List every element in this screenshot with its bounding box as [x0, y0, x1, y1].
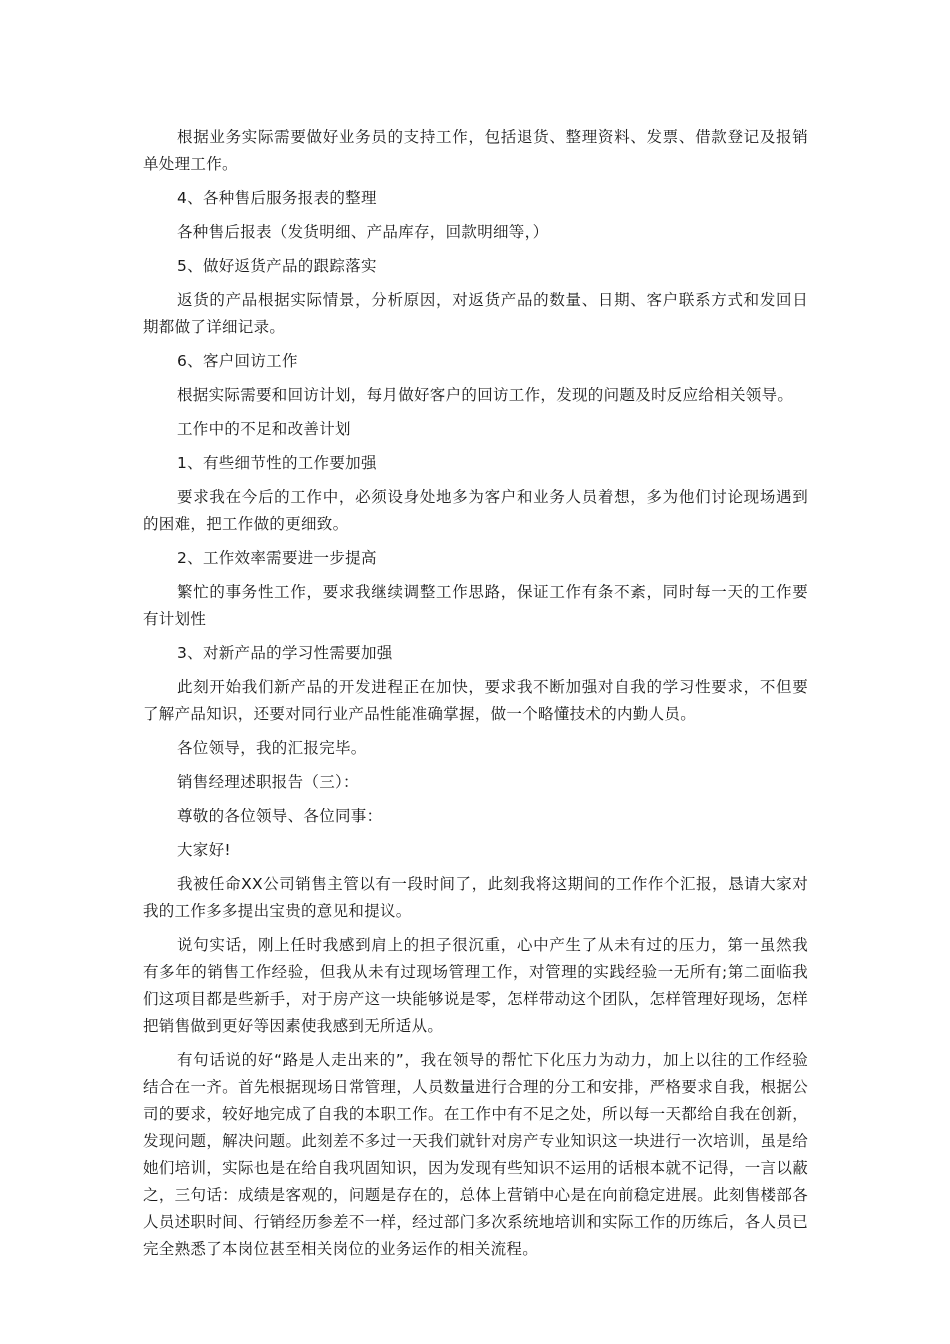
document-body [143, 124, 808, 1270]
paragraph: 说句实话，刚上任时我感到肩上的担子很沉重，心中产生了从未有过的压力，第一虽然我有多年的销售工作经验，但我从未有过现场管理工作，对管理的实践经验一无所有;第二面临我们这项目都是些新手，对于房产这一块能够说是零，怎样带动这个团队，怎样管理好现场，怎样把销售做到更好等因素使我感到无所适从。 [143, 936, 808, 1035]
section-heading: 2、工作效率需要进一步提高 [177, 549, 377, 567]
paragraph: 此刻开始我们新产品的开发进程正在加快，要求我不断加强对自我的学习性要求，不但要了解产品知识，还要对同行业产品性能准确掌握，做一个略懂技术的内勤人员。 [143, 678, 808, 723]
paragraph: 有句话说的好“路是人走出来的”，我在领导的帮忙下化压力为动力，加上以往的工作经验结合在一齐。首先根据现场日常管理，人员数量进行合理的分工和安排，严格要求自我，根据公司的要求，较好地完成了自我的本职工作。在工作中有不足之处，所以每一天都给自我在创新，发现问题，解决问题。此刻差不多过一天我们就针对房产专业知识这一块进行一次培训，虽是给她们培训，实际也是在给自我巩固知识，因为发现有些知识不运用的话根本就不记得，一言以蔽之，三句话：成绩是客观的，问题是存在的，总体上营销中心是在向前稳定进展。此刻售楼部各人员述职时间、行销经历参差不一样，经过部门多次系统地培训和实际工作的历练后，各人员已完全熟悉了本岗位甚至相关岗位的业务运作的相关流程。 [143, 1051, 808, 1258]
section-heading: 工作中的不足和改善计划 [177, 420, 351, 438]
paragraph: 根据实际需要和回访计划，每月做好客户的回访工作，发现的问题及时反应给相关领导。 [177, 386, 794, 404]
section-heading: 3、对新产品的学习性需要加强 [177, 644, 393, 662]
section-heading: 5、做好返货产品的跟踪落实 [177, 257, 377, 275]
paragraph: 各位领导，我的汇报完毕。 [177, 739, 367, 757]
section-heading: 4、各种售后服务报表的整理 [177, 189, 377, 207]
paragraph: 根据业务实际需要做好业务员的支持工作，包括退货、整理资料、发票、借款登记及报销单处理工作。 [143, 128, 808, 173]
section-heading: 6、客户回访工作 [177, 352, 298, 370]
report-title: 销售经理述职报告（三）： [177, 773, 359, 791]
paragraph: 要求我在今后的工作中，必须设身处地多为客户和业务人员着想，多为他们讨论现场遇到的困难，把工作做的更细致。 [143, 488, 808, 533]
greeting: 大家好! [177, 841, 231, 859]
paragraph: 繁忙的事务性工作，要求我继续调整工作思路，保证工作有条不紊，同时每一天的工作要有计划性 [143, 583, 808, 628]
section-heading: 1、有些细节性的工作要加强 [177, 454, 377, 472]
paragraph: 我被任命XX公司销售主管以有一段时间了，此刻我将这期间的工作作个汇报，恳请大家对我的工作多多提出宝贵的意见和提议。 [143, 875, 808, 920]
paragraph: 各种售后报表（发货明细、产品库存，回款明细等，） [177, 223, 549, 241]
salutation: 尊敬的各位领导、各位同事： [177, 807, 383, 825]
paragraph: 返货的产品根据实际情景，分析原因，对返货产品的数量、日期、客户联系方式和发回日期都做了详细记录。 [143, 291, 808, 336]
